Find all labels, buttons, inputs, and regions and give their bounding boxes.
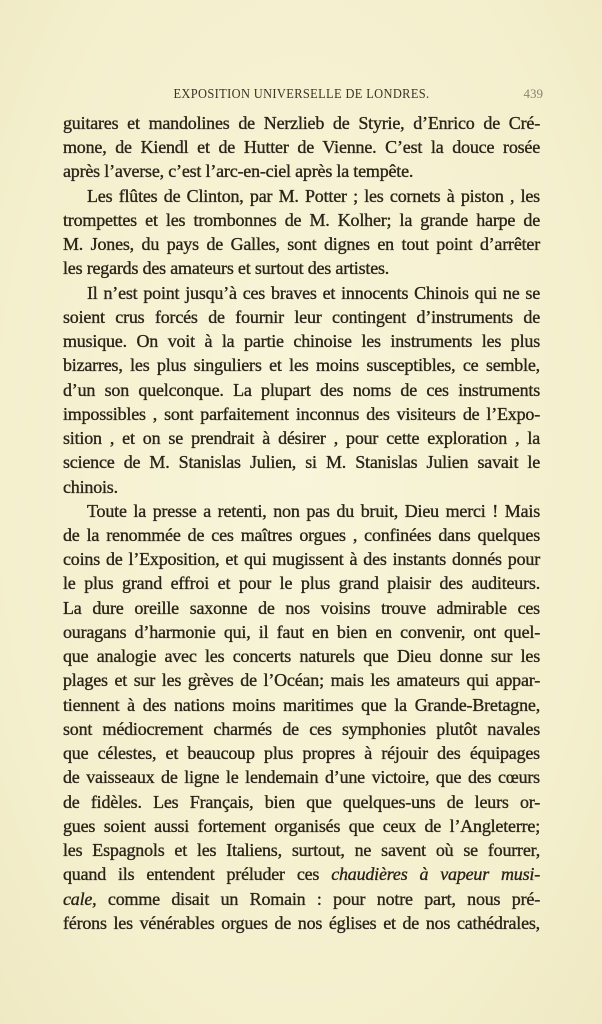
- text-line: [63, 184, 540, 208]
- text-line: [63, 596, 540, 620]
- text-line: [63, 111, 540, 135]
- text-segment: M. Jones, du pays de Galles, sont dignes en tout point d’arrêter: [63, 234, 540, 255]
- text-segment: sition , et on se prendrait à désirer , pour cette exploration , la: [63, 428, 540, 449]
- text-line: [63, 838, 540, 862]
- text-line: [63, 814, 540, 838]
- text-segment: que analogie avec les concerts naturels que Dieu donne sur les: [63, 646, 540, 667]
- text-line: [63, 256, 540, 280]
- running-title: EXPOSITION UNIVERSELLE DE LONDRES.: [173, 86, 430, 101]
- text-line: [63, 208, 540, 232]
- text-line: [63, 693, 540, 717]
- text-line: [63, 450, 540, 474]
- body-text: [63, 111, 540, 935]
- text-segment: Les flûtes de Clinton, par M. Potter ; les cornets à piston , les: [87, 185, 540, 206]
- text-line: [63, 135, 540, 159]
- text-segment: coins de l’Exposition, et qui mugissent à des instants donnés pour: [63, 549, 540, 570]
- text-segment: de vaisseaux de ligne le lendemain d’une victoire, que des cœurs: [63, 767, 540, 788]
- text-segment: musique. On voit à la partie chinoise les instruments les plus: [63, 331, 540, 352]
- text-segment: ouragans d’harmonie qui, il faut en bien en convenir, ont quel-: [63, 621, 540, 642]
- text-line: [63, 644, 540, 668]
- text-line: [63, 765, 540, 789]
- text-line: [63, 402, 540, 426]
- text-segment: férons les vénérables orgues de nos églises et de nos cathédrales,: [63, 912, 540, 933]
- page-header: [63, 86, 543, 106]
- text-segment: Il n’est point jusqu’à ces braves et innocents Chinois qui ne se: [87, 282, 540, 303]
- text-line: [63, 378, 540, 402]
- text-segment: quand ils entendent préluder ces: [63, 864, 332, 885]
- text-line: [63, 353, 540, 377]
- text-line: [63, 741, 540, 765]
- text-line: [63, 911, 540, 935]
- text-segment: les Espagnols et les Italiens, surtout, ne savent où se fourrer,: [63, 840, 540, 861]
- text-segment: les regards des amateurs et surtout des artistes.: [63, 258, 390, 279]
- text-line: [63, 862, 540, 886]
- text-segment: impossibles , sont parfaitement inconnus des visiteurs de l’Expo-: [63, 403, 540, 424]
- text-segment: science de M. Stanislas Julien, si M. Stanislas Julien savait le: [63, 452, 540, 473]
- text-line: [63, 329, 540, 353]
- text-segment: après l’averse, c’est l’arc-en-ciel après la tempête.: [63, 161, 414, 182]
- text-segment: La dure oreille saxonne de nos voisins trouve admirable ces: [63, 597, 540, 618]
- italic-text: chaudières à vapeur musi-: [331, 864, 540, 885]
- text-line: [63, 499, 540, 523]
- text-segment: trompettes et les trombonnes de M. Kolher; la grande harpe de: [63, 209, 540, 230]
- text-segment: d’un son quelconque. La plupart des noms de ces instruments: [63, 379, 540, 400]
- text-line: [63, 571, 540, 595]
- text-segment: tiennent à des nations moins maritimes que la Grande-Bretagne,: [63, 694, 540, 715]
- text-line: [63, 547, 540, 571]
- text-line: [63, 159, 540, 183]
- text-segment: sont médiocrement charmés de ces symphonies plutôt navales: [63, 718, 540, 739]
- text-segment: Toute la presse a retenti, non pas du bruit, Dieu merci ! Mais: [87, 500, 540, 521]
- text-line: [63, 790, 540, 814]
- text-line: [63, 620, 540, 644]
- text-segment: guitares et mandolines de Nerzlieb de Styrie, d’Enrico de Cré-: [63, 113, 540, 133]
- text-line: [63, 475, 540, 499]
- text-segment: que célestes, et beaucoup plus propres à réjouir des équipages: [63, 743, 540, 764]
- text-line: [63, 232, 540, 256]
- text-segment: de la renommée de ces maîtres orgues , confinées dans quelques: [63, 524, 540, 545]
- text-segment: de fidèles. Les Français, bien que quelques-uns de leurs or-: [63, 791, 540, 812]
- text-line: [63, 523, 540, 547]
- text-line: [63, 668, 540, 692]
- text-line: [63, 717, 540, 741]
- text-segment: mone, de Kiendl et de Hutter de Vienne. C’est la douce rosée: [63, 137, 540, 158]
- text-line: [63, 426, 540, 450]
- text-segment: chinois.: [63, 476, 118, 497]
- text-segment: soient crus forcés de fournir leur contingent d’instruments de: [63, 306, 540, 327]
- text-segment: comme disait un Romain : pour notre part, nous pré-: [96, 888, 540, 909]
- text-segment: bizarres, les plus singuliers et les moins susceptibles, ce semble,: [63, 355, 540, 376]
- italic-text: cale,: [63, 888, 97, 909]
- text-line: [63, 305, 540, 329]
- text-line: [63, 887, 540, 911]
- text-line: [63, 281, 540, 305]
- page-number: 439: [523, 86, 543, 101]
- text-segment: le plus grand effroi et pour le plus grand plaisir des auditeurs.: [63, 573, 540, 594]
- text-segment: plages et sur les grèves de l’Océan; mais les amateurs qui appar-: [63, 670, 540, 691]
- text-segment: gues soient aussi fortement organisés que ceux de l’Angleterre;: [63, 815, 540, 836]
